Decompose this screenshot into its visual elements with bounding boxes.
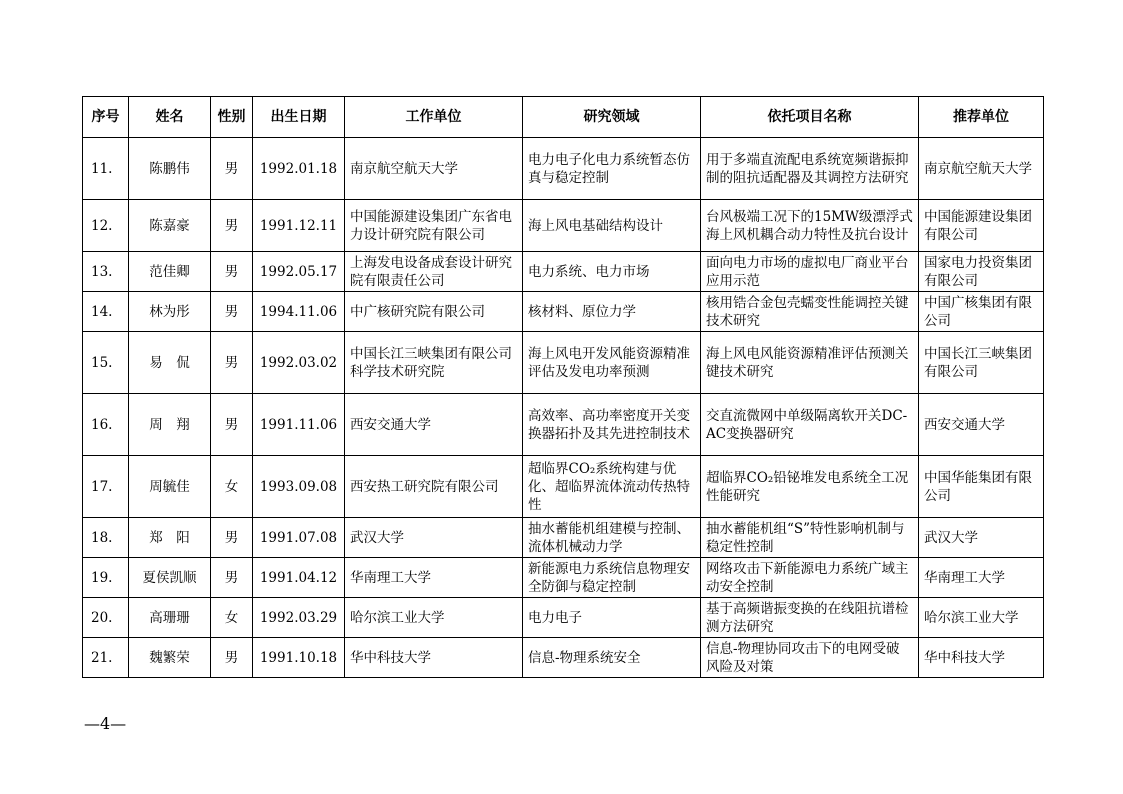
- table-row: [83, 292, 1044, 332]
- table-row: [83, 332, 1044, 394]
- cell-serial: 14.: [83, 292, 129, 332]
- table-row: [83, 394, 1044, 456]
- cell-project-name: 抽水蓄能机组“S”特性影响机制与稳定性控制: [701, 518, 919, 558]
- table-row: [83, 200, 1044, 252]
- cell-birth-date: 1994.11.06: [253, 292, 345, 332]
- cell-recommender: 华中科技大学: [919, 638, 1044, 678]
- cell-recommender: 南京航空航天大学: [919, 138, 1044, 200]
- cell-research-field: 核材料、原位力学: [523, 292, 701, 332]
- table-body: [83, 138, 1044, 678]
- candidate-table: [82, 96, 1044, 678]
- table-row: [83, 252, 1044, 292]
- cell-serial: 15.: [83, 332, 129, 394]
- cell-employer: 西安热工研究院有限公司: [345, 456, 523, 518]
- cell-serial: 16.: [83, 394, 129, 456]
- cell-gender: 男: [211, 558, 253, 598]
- cell-serial: 21.: [83, 638, 129, 678]
- cell-gender: 男: [211, 200, 253, 252]
- cell-project-name: 超临界CO₂铅铋堆发电系统全工况性能研究: [701, 456, 919, 518]
- cell-birth-date: 1991.11.06: [253, 394, 345, 456]
- cell-project-name: 核用锆合金包壳蠕变性能调控关键技术研究: [701, 292, 919, 332]
- table-row: [83, 638, 1044, 678]
- cell-gender: 男: [211, 518, 253, 558]
- cell-serial: 18.: [83, 518, 129, 558]
- header-employer: 工作单位: [345, 97, 523, 138]
- cell-gender: 男: [211, 138, 253, 200]
- cell-recommender: 中国长江三峡集团有限公司: [919, 332, 1044, 394]
- cell-gender: 男: [211, 638, 253, 678]
- cell-employer: 哈尔滨工业大学: [345, 598, 523, 638]
- cell-gender: 男: [211, 292, 253, 332]
- cell-employer: 南京航空航天大学: [345, 138, 523, 200]
- cell-recommender: 国家电力投资集团有限公司: [919, 252, 1044, 292]
- cell-birth-date: 1992.01.18: [253, 138, 345, 200]
- cell-serial: 13.: [83, 252, 129, 292]
- page-number: —4—: [84, 714, 127, 733]
- cell-recommender: 西安交通大学: [919, 394, 1044, 456]
- cell-name: 周 翔: [129, 394, 211, 456]
- cell-employer: 华中科技大学: [345, 638, 523, 678]
- cell-research-field: 高效率、高功率密度开关变换器拓扑及其先进控制技术: [523, 394, 701, 456]
- cell-project-name: 面向电力市场的虚拟电厂商业平台应用示范: [701, 252, 919, 292]
- header-project-name: 依托项目名称: [701, 97, 919, 138]
- cell-name: 陈嘉豪: [129, 200, 211, 252]
- table-row: [83, 456, 1044, 518]
- cell-project-name: 用于多端直流配电系统宽频谐振抑制的阻抗适配器及其调控方法研究: [701, 138, 919, 200]
- cell-employer: 上海发电设备成套设计研究院有限责任公司: [345, 252, 523, 292]
- cell-employer: 西安交通大学: [345, 394, 523, 456]
- cell-research-field: 新能源电力系统信息物理安全防御与稳定控制: [523, 558, 701, 598]
- cell-serial: 20.: [83, 598, 129, 638]
- cell-research-field: 海上风电开发风能资源精准评估及发电功率预测: [523, 332, 701, 394]
- cell-recommender: 哈尔滨工业大学: [919, 598, 1044, 638]
- cell-research-field: 超临界CO₂系统构建与优化、超临界流体流动传热特性: [523, 456, 701, 518]
- cell-name: 范佳卿: [129, 252, 211, 292]
- cell-name: 郑 阳: [129, 518, 211, 558]
- cell-recommender: 中国华能集团有限公司: [919, 456, 1044, 518]
- cell-gender: 女: [211, 598, 253, 638]
- cell-birth-date: 1991.07.08: [253, 518, 345, 558]
- header-birth-date: 出生日期: [253, 97, 345, 138]
- cell-birth-date: 1991.12.11: [253, 200, 345, 252]
- cell-project-name: 海上风电风能资源精准评估预测关键技术研究: [701, 332, 919, 394]
- header-research-field: 研究领域: [523, 97, 701, 138]
- cell-research-field: 海上风电基础结构设计: [523, 200, 701, 252]
- cell-project-name: 信息-物理协同攻击下的电网受破风险及对策: [701, 638, 919, 678]
- cell-birth-date: 1993.09.08: [253, 456, 345, 518]
- table-row: [83, 518, 1044, 558]
- cell-project-name: 基于高频谐振变换的在线阻抗谱检测方法研究: [701, 598, 919, 638]
- cell-serial: 17.: [83, 456, 129, 518]
- cell-gender: 男: [211, 252, 253, 292]
- cell-recommender: 华南理工大学: [919, 558, 1044, 598]
- cell-birth-date: 1992.03.29: [253, 598, 345, 638]
- cell-research-field: 信息-物理系统安全: [523, 638, 701, 678]
- cell-project-name: 交直流微网中单级隔离软开关DC-AC变换器研究: [701, 394, 919, 456]
- cell-research-field: 抽水蓄能机组建模与控制、流体机械动力学: [523, 518, 701, 558]
- cell-gender: 男: [211, 394, 253, 456]
- cell-serial: 11.: [83, 138, 129, 200]
- cell-recommender: 中国能源建设集团有限公司: [919, 200, 1044, 252]
- cell-serial: 12.: [83, 200, 129, 252]
- table-header-row: [83, 97, 1044, 138]
- cell-name: 陈鹏伟: [129, 138, 211, 200]
- cell-name: 易 侃: [129, 332, 211, 394]
- cell-birth-date: 1991.04.12: [253, 558, 345, 598]
- cell-gender: 女: [211, 456, 253, 518]
- cell-gender: 男: [211, 332, 253, 394]
- cell-research-field: 电力电子化电力系统暂态仿真与稳定控制: [523, 138, 701, 200]
- cell-employer: 华南理工大学: [345, 558, 523, 598]
- cell-name: 周毓佳: [129, 456, 211, 518]
- header-serial: 序号: [83, 97, 129, 138]
- cell-birth-date: 1992.05.17: [253, 252, 345, 292]
- cell-birth-date: 1991.10.18: [253, 638, 345, 678]
- cell-recommender: 武汉大学: [919, 518, 1044, 558]
- cell-name: 夏侯凯顺: [129, 558, 211, 598]
- cell-name: 高珊珊: [129, 598, 211, 638]
- header-name: 姓名: [129, 97, 211, 138]
- cell-serial: 19.: [83, 558, 129, 598]
- cell-name: 林为彤: [129, 292, 211, 332]
- cell-employer: 中国长江三峡集团有限公司科学技术研究院: [345, 332, 523, 394]
- cell-project-name: 台风极端工况下的15MW级漂浮式海上风机耦合动力特性及抗台设计: [701, 200, 919, 252]
- cell-birth-date: 1992.03.02: [253, 332, 345, 394]
- cell-research-field: 电力系统、电力市场: [523, 252, 701, 292]
- cell-name: 魏繁荣: [129, 638, 211, 678]
- cell-research-field: 电力电子: [523, 598, 701, 638]
- cell-employer: 武汉大学: [345, 518, 523, 558]
- table-row: [83, 598, 1044, 638]
- header-gender: 性别: [211, 97, 253, 138]
- header-recommender: 推荐单位: [919, 97, 1044, 138]
- cell-employer: 中国能源建设集团广东省电力设计研究院有限公司: [345, 200, 523, 252]
- table-row: [83, 138, 1044, 200]
- table-row: [83, 558, 1044, 598]
- cell-project-name: 网络攻击下新能源电力系统广域主动安全控制: [701, 558, 919, 598]
- cell-employer: 中广核研究院有限公司: [345, 292, 523, 332]
- cell-recommender: 中国广核集团有限公司: [919, 292, 1044, 332]
